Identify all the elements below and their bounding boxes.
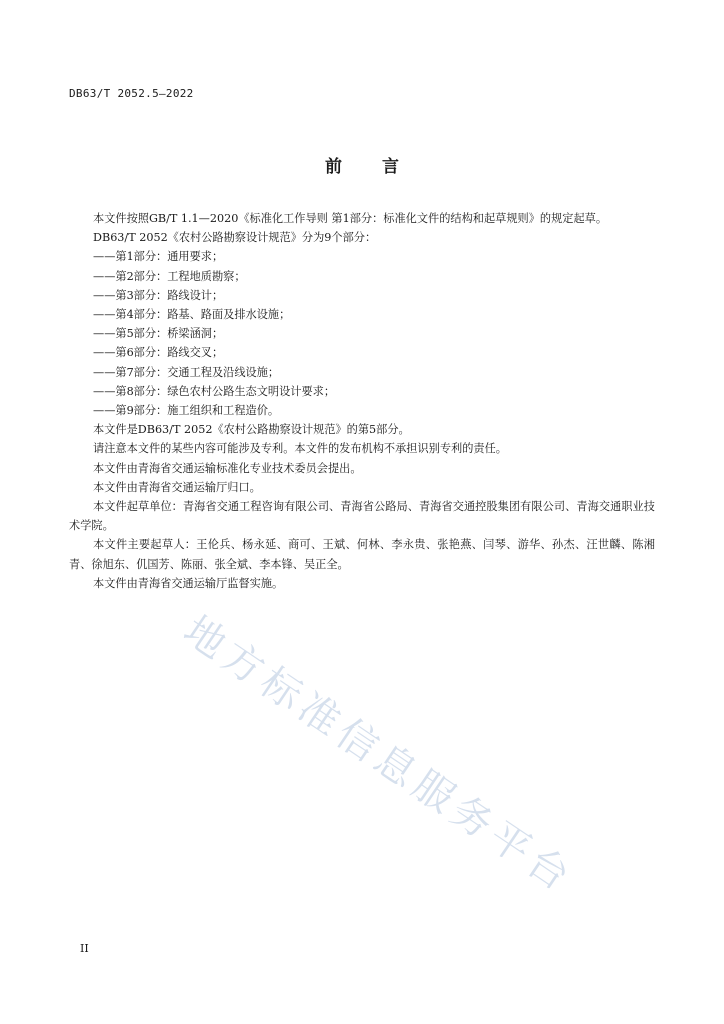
- list-item-part-8: ——第8部分：绿色农村公路生态文明设计要求；: [93, 384, 336, 398]
- paragraph-drafting-rule: 本文件按照GB/T 1.1—2020《标准化工作导则 第1部分：标准化文件的结构和起草规则》的规定起草。: [93, 212, 608, 225]
- page-number: II: [80, 942, 89, 955]
- list-item-part-6: ——第6部分：路线交叉；: [93, 346, 224, 360]
- list-item-part-3: ——第3部分：路线设计；: [93, 288, 224, 302]
- title-char-1: 前: [325, 157, 342, 177]
- list-item-part-5: ——第5部分：桥梁涵洞；: [93, 327, 224, 341]
- paragraph-proposed-by: 本文件由青海省交通运输标准化专业技术委员会提出。: [93, 461, 362, 475]
- page-title: [0, 152, 724, 177]
- foreword-body: [69, 209, 655, 593]
- list-item-part-1: ——第1部分：通用要求；: [93, 250, 224, 264]
- paragraph-this-part: 本文件是DB63/T 2052《农村公路勘察设计规范》的第5部分。: [93, 423, 410, 437]
- standard-code: DB63/T 2052.5—2022: [69, 87, 194, 100]
- list-item-part-2: ——第2部分：工程地质勘察；: [93, 269, 246, 283]
- paragraph-drafting-units: 本文件起草单位：青海省交通工程咨询有限公司、青海省公路局、青海省交通控股集团有限公司、青海交通职业技术学院。: [69, 500, 655, 533]
- paragraph-supervised-by: 本文件由青海省交通运输厅监督实施。: [93, 576, 284, 590]
- list-item-part-9: ——第9部分：施工组织和工程造价。: [93, 404, 280, 418]
- title-char-2: 言: [382, 157, 399, 177]
- list-item-part-4: ——第4部分：路基、路面及排水设施；: [93, 308, 291, 322]
- paragraph-parts-intro: DB63/T 2052《农村公路勘察设计规范》分为9个部分：: [93, 231, 377, 245]
- watermark: 地方标准信息服务平台: [175, 607, 583, 903]
- paragraph-patent-notice: 请注意本文件的某些内容可能涉及专利。本文件的发布机构不承担识别专利的责任。: [93, 442, 507, 456]
- paragraph-drafters: 本文件主要起草人：王伦兵、杨永延、商可、王斌、何林、李永贵、张艳燕、闫琴、游华、孙杰、汪世麟、陈湘青、徐旭东、仉国芳、陈丽、张全斌、李本锋、吴正全。: [69, 538, 655, 571]
- paragraph-administered-by: 本文件由青海省交通运输厅归口。: [93, 480, 261, 494]
- list-item-part-7: ——第7部分：交通工程及沿线设施；: [93, 365, 280, 379]
